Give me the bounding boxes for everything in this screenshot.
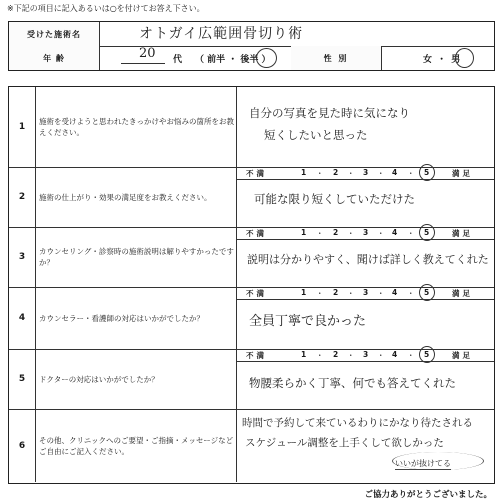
scale-point-2: 2 (333, 350, 339, 359)
question-text: 施術を受けようと思われたきっかけやお悩みの箇所をお教えください。 (39, 117, 234, 137)
scale-dot-separator: ・ (347, 289, 355, 298)
age-underline (121, 63, 165, 64)
age-gender-row (9, 46, 494, 70)
rating-scale (236, 227, 494, 240)
header-table (8, 21, 495, 71)
answer-line-2: 短くしたいと思った (264, 128, 368, 142)
scale-dot-separator: ・ (316, 229, 324, 238)
scale-dot-separator: ・ (377, 351, 385, 360)
rating-scale (236, 167, 494, 180)
age-value: 20 (139, 46, 156, 61)
handwritten-signature-note: いいが抜けてる (395, 459, 451, 468)
scale-dot-separator: ・ (347, 169, 355, 178)
male-circle-mark (455, 48, 474, 68)
question-text: 施術の仕上がり・効果の満足度をお教えください。 (39, 192, 212, 202)
column-divider (236, 87, 237, 167)
scale-dot-separator: ・ (407, 351, 415, 360)
thank-you-note: ご協力ありがとうございました。 (364, 490, 492, 500)
scale-high-label: 満足 (452, 229, 473, 238)
scale-low-label: 不満 (246, 229, 267, 238)
scale-point-3: 3 (363, 168, 369, 177)
answer-line-2: スケジュール調整を上手くして欲しかった (245, 437, 444, 449)
scale-dot-separator: ・ (316, 289, 324, 298)
scale-point-1: 1 (301, 228, 307, 237)
scale-dot-separator: ・ (377, 289, 385, 298)
treatment-row (9, 22, 494, 47)
question-number: 3 (9, 227, 36, 287)
age-half-option: （ 前半 ・ 後半 ） (195, 55, 271, 65)
scale-point-5: 5 (424, 350, 430, 359)
scale-low-label: 不満 (246, 351, 267, 360)
rating-circle-mark (419, 164, 435, 181)
question-text: ドクターの対応はいかがでしたか？ (39, 374, 159, 384)
scale-point-3: 3 (363, 350, 369, 359)
scale-dot-separator: ・ (407, 229, 415, 238)
scale-point-1: 1 (301, 288, 307, 297)
scale-high-label: 満足 (452, 169, 473, 178)
scale-point-3: 3 (363, 288, 369, 297)
scale-point-3: 3 (363, 228, 369, 237)
question-number: 2 (9, 167, 36, 227)
question-number: 1 (9, 87, 36, 167)
question-row-1 (9, 87, 494, 168)
scale-point-5: 5 (424, 288, 430, 297)
scale-high-label: 満足 (452, 351, 473, 360)
scale-dot-separator: ・ (377, 229, 385, 238)
rating-scale (236, 287, 494, 300)
question-number: 4 (9, 287, 36, 349)
column-divider (236, 409, 237, 482)
scale-point-4: 4 (392, 168, 398, 177)
treatment-value: オトガイ広範囲骨切り術 (139, 26, 304, 42)
scale-point-5: 5 (424, 168, 430, 177)
gender-options: 女 ・ 男 (423, 55, 462, 65)
scale-point-4: 4 (392, 288, 398, 297)
scale-point-1: 1 (301, 168, 307, 177)
scale-point-1: 1 (301, 350, 307, 359)
scale-low-label: 不満 (246, 289, 267, 298)
late-half-circle-mark (256, 48, 277, 68)
scale-dot-separator: ・ (347, 351, 355, 360)
question-number: 6 (9, 409, 36, 482)
scale-point-2: 2 (333, 288, 339, 297)
question-text: その他、クリニックへのご要望・ご指摘・メッセージなどご自由にご記入ください。 (39, 435, 234, 456)
scale-high-label: 満足 (452, 289, 473, 298)
treatment-label: 受けた施術名 (9, 22, 100, 46)
scale-dot-separator: ・ (377, 169, 385, 178)
instruction-note: ※下記の項目に記入あるいは○を付けてお答え下さい。 (7, 4, 205, 13)
answer-line-1: 可能な限り短くしていただけた (254, 192, 415, 206)
question-row-3 (9, 227, 494, 288)
question-row-6 (9, 409, 494, 482)
answer-line-1: 時間で予約して来ているわりにかなり待たされる (242, 417, 473, 429)
question-text: カウンセラー・看護師の対応はいかがでしたか？ (39, 313, 204, 323)
scale-point-2: 2 (333, 228, 339, 237)
gender-label: 性 別 (291, 46, 382, 70)
scale-dot-separator: ・ (407, 169, 415, 178)
rating-circle-mark (419, 346, 435, 363)
age-label: 年 齢 (9, 46, 100, 70)
questionnaire-table (8, 86, 495, 484)
question-row-2 (9, 167, 494, 228)
scale-point-4: 4 (392, 228, 398, 237)
rating-circle-mark (419, 224, 435, 241)
question-row-4 (9, 287, 494, 350)
scale-dot-separator: ・ (316, 351, 324, 360)
question-row-5 (9, 349, 494, 410)
answer-line-1: 全員丁寧で良かった (249, 314, 367, 329)
rating-scale (236, 349, 494, 362)
scale-low-label: 不満 (246, 169, 267, 178)
question-number: 5 (9, 349, 36, 409)
answer-line-1: 自分の写真を見た時に気になり (249, 106, 410, 120)
scale-point-5: 5 (424, 228, 430, 237)
scale-dot-separator: ・ (347, 229, 355, 238)
question-text: カウンセリング・診察時の施術説明は解りやすかったですか？ (39, 247, 234, 267)
rating-circle-mark (419, 284, 435, 301)
age-unit: 代 (173, 55, 183, 65)
scale-point-4: 4 (392, 350, 398, 359)
answer-line-1: 物腰柔らかく丁寧、何でも答えてくれた (249, 376, 456, 390)
scale-dot-separator: ・ (316, 169, 324, 178)
scale-dot-separator: ・ (407, 289, 415, 298)
answer-line-1: 説明は分かりやすく、聞けば詳しく教えてくれた (247, 253, 489, 266)
scale-point-2: 2 (333, 168, 339, 177)
